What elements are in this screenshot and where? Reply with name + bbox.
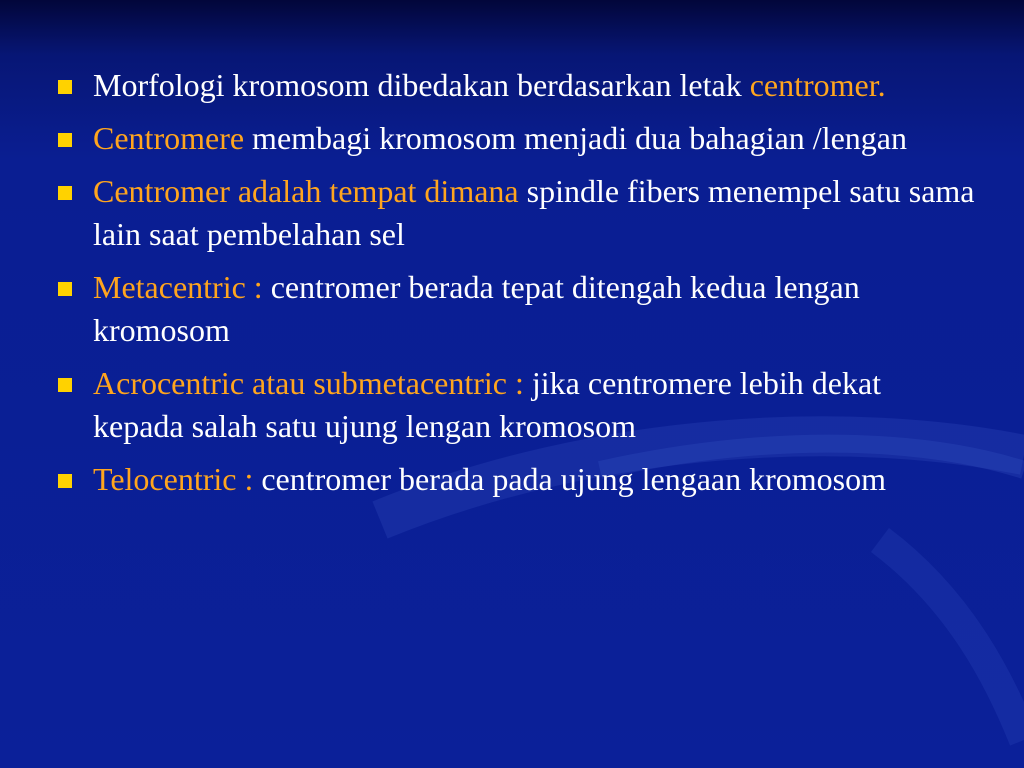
- bullet-item: [56, 362, 976, 448]
- bullet-text: centromer berada pada ujung lengaan kromosom: [253, 461, 886, 497]
- bullet-item: [56, 117, 976, 160]
- bullet-item: [56, 266, 976, 352]
- square-bullet-icon: [58, 80, 72, 94]
- square-bullet-icon: [58, 186, 72, 200]
- bullet-list: [56, 64, 976, 501]
- bullet-text: Morfologi kromosom dibedakan berdasarkan letak: [93, 67, 750, 103]
- square-bullet-icon: [58, 133, 72, 147]
- square-bullet-icon: [58, 378, 72, 392]
- bullet-highlight: Telocentric :: [93, 461, 254, 497]
- bullet-text: spindle fibers menempel satu sama lain saat pembelahan sel: [93, 173, 975, 252]
- bullet-item: [56, 458, 976, 501]
- square-bullet-icon: [58, 282, 72, 296]
- bullet-highlight: Centromere: [93, 120, 245, 156]
- bullet-text: membagi kromosom menjadi dua bahagian /lengan: [244, 120, 907, 156]
- bullet-highlight: Metacentric :: [93, 269, 263, 305]
- bullet-item: [56, 170, 976, 256]
- bullet-item: [56, 64, 976, 107]
- bullet-highlight-tail: centromer.: [749, 67, 886, 103]
- square-bullet-icon: [58, 474, 72, 488]
- bullet-text: jika centromere lebih dekat kepada salah satu ujung lengan kromosom: [93, 365, 882, 444]
- bullet-highlight: Acrocentric atau submetacentric :: [93, 365, 524, 401]
- bullet-text: centromer berada tepat ditengah kedua lengan kromosom: [93, 269, 860, 348]
- bullet-highlight: Centromer adalah tempat dimana: [93, 173, 519, 209]
